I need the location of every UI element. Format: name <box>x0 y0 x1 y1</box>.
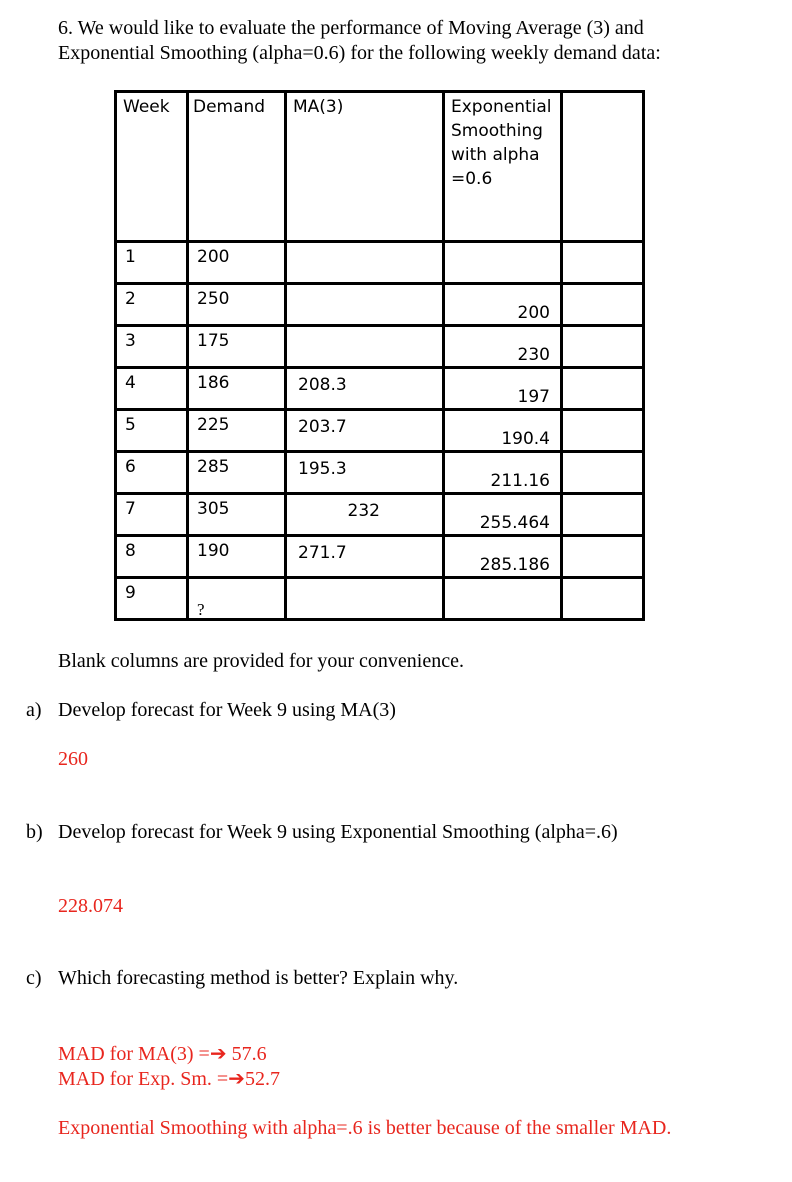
week-value: 9 <box>125 583 136 603</box>
ma3-value: 203.7 <box>298 417 347 437</box>
blank-cell <box>562 578 644 620</box>
es-cell <box>444 536 562 578</box>
question-b-label: b) <box>26 821 43 843</box>
blank-cell <box>562 242 644 284</box>
ma3-value <box>287 243 442 249</box>
week-cell <box>116 368 188 410</box>
ma3-cell <box>286 368 444 410</box>
es-value: 230 <box>517 345 550 365</box>
table-header-row <box>116 92 644 242</box>
blank-cell <box>562 452 644 494</box>
week-value: 6 <box>125 457 136 477</box>
demand-cell <box>188 242 286 284</box>
mad-exp-sm-line: MAD for Exp. Sm. =➔52.7 <box>58 1068 280 1090</box>
answer-b: 228.074 <box>58 895 123 917</box>
demand-value: 225 <box>197 415 230 435</box>
demand-table <box>114 90 645 621</box>
demand-cell <box>188 410 286 452</box>
es-value: 285.186 <box>479 555 550 575</box>
table-row <box>116 452 644 494</box>
question-a <box>26 699 396 722</box>
demand-cell <box>188 284 286 326</box>
week-value: 2 <box>125 289 136 309</box>
week-cell <box>116 326 188 368</box>
demand-value: 305 <box>197 499 230 519</box>
week-cell <box>116 536 188 578</box>
blank-cell <box>562 368 644 410</box>
es-cell <box>444 578 562 620</box>
week-value: 8 <box>125 541 136 561</box>
es-value: 197 <box>517 387 550 407</box>
table-row <box>116 326 644 368</box>
blank-columns-note: Blank columns are provided for your convenience. <box>58 650 464 672</box>
answer-c <box>58 1042 671 1141</box>
demand-value: 186 <box>197 373 230 393</box>
blank-cell <box>562 284 644 326</box>
ma3-cell <box>286 536 444 578</box>
demand-value: ? <box>197 600 205 619</box>
header-demand: Demand <box>188 92 286 242</box>
table-row <box>116 410 644 452</box>
week-value: 5 <box>125 415 136 435</box>
week-value: 7 <box>125 499 136 519</box>
ma3-cell <box>286 578 444 620</box>
week-value: 3 <box>125 331 136 351</box>
header-exponential-smoothing: Exponential Smoothing with alpha =0.6 <box>444 92 562 242</box>
demand-cell <box>188 452 286 494</box>
table-row <box>116 242 644 284</box>
demand-value: 175 <box>197 331 230 351</box>
demand-cell <box>188 326 286 368</box>
ma3-value: 208.3 <box>298 375 347 395</box>
ma3-value <box>287 285 442 291</box>
es-cell <box>444 410 562 452</box>
question-b <box>26 821 618 844</box>
ma3-value: 271.7 <box>298 543 347 563</box>
demand-cell <box>188 368 286 410</box>
conclusion: Exponential Smoothing with alpha=.6 is better because of the smaller MAD. <box>58 1117 672 1139</box>
ma3-cell <box>286 242 444 284</box>
arrow-right-icon: ➔ <box>209 1043 227 1065</box>
table-row <box>116 284 644 326</box>
table-row <box>116 368 644 410</box>
es-value: 200 <box>517 303 550 323</box>
table-row <box>116 494 644 536</box>
demand-cell <box>188 536 286 578</box>
ma3-value <box>287 327 442 333</box>
week-cell <box>116 494 188 536</box>
ma3-value <box>287 579 442 585</box>
demand-value: 285 <box>197 457 230 477</box>
es-cell <box>444 494 562 536</box>
question-a-label: a) <box>26 699 42 721</box>
mad-ma3-line: MAD for MA(3) =➔ 57.6 <box>58 1043 267 1065</box>
ma3-value: 232 <box>347 501 380 521</box>
week-cell <box>116 242 188 284</box>
problem-line-2: Exponential Smoothing (alpha=0.6) for the following weekly demand data: <box>58 42 661 64</box>
week-cell <box>116 284 188 326</box>
demand-cell <box>188 578 286 620</box>
ma3-cell <box>286 326 444 368</box>
es-value: 211.16 <box>490 471 550 491</box>
blank-cell <box>562 494 644 536</box>
ma3-value: 195.3 <box>298 459 347 479</box>
problem-statement <box>58 16 661 66</box>
question-a-text: Develop forecast for Week 9 using MA(3) <box>58 699 396 721</box>
demand-cell <box>188 494 286 536</box>
blank-cell <box>562 410 644 452</box>
week-cell <box>116 410 188 452</box>
ma3-cell <box>286 410 444 452</box>
week-value: 1 <box>125 247 136 267</box>
header-blank-column <box>562 92 644 242</box>
ma3-cell <box>286 494 444 536</box>
es-cell <box>444 326 562 368</box>
es-value: 190.4 <box>501 429 550 449</box>
demand-value: 250 <box>197 289 230 309</box>
week-cell <box>116 452 188 494</box>
question-c-label: c) <box>26 967 42 989</box>
week-value: 4 <box>125 373 136 393</box>
header-week: Week <box>116 92 188 242</box>
arrow-right-icon: ➔ <box>228 1068 245 1090</box>
answer-a: 260 <box>58 748 88 770</box>
header-ma3: MA(3) <box>286 92 444 242</box>
es-cell <box>444 242 562 284</box>
es-cell <box>444 368 562 410</box>
table-row <box>116 536 644 578</box>
demand-value: 190 <box>197 541 230 561</box>
es-cell <box>444 452 562 494</box>
week-cell <box>116 578 188 620</box>
question-c-text: Which forecasting method is better? Explain why. <box>58 967 459 989</box>
question-c <box>26 967 458 990</box>
ma3-cell <box>286 284 444 326</box>
ma3-cell <box>286 452 444 494</box>
question-b-text: Develop forecast for Week 9 using Exponential Smoothing (alpha=.6) <box>58 821 618 843</box>
table-row <box>116 578 644 620</box>
es-cell <box>444 284 562 326</box>
es-value: 255.464 <box>479 513 550 533</box>
problem-line-1: 6. We would like to evaluate the performance of Moving Average (3) and <box>58 17 644 39</box>
blank-cell <box>562 536 644 578</box>
demand-value: 200 <box>197 247 230 267</box>
blank-cell <box>562 326 644 368</box>
